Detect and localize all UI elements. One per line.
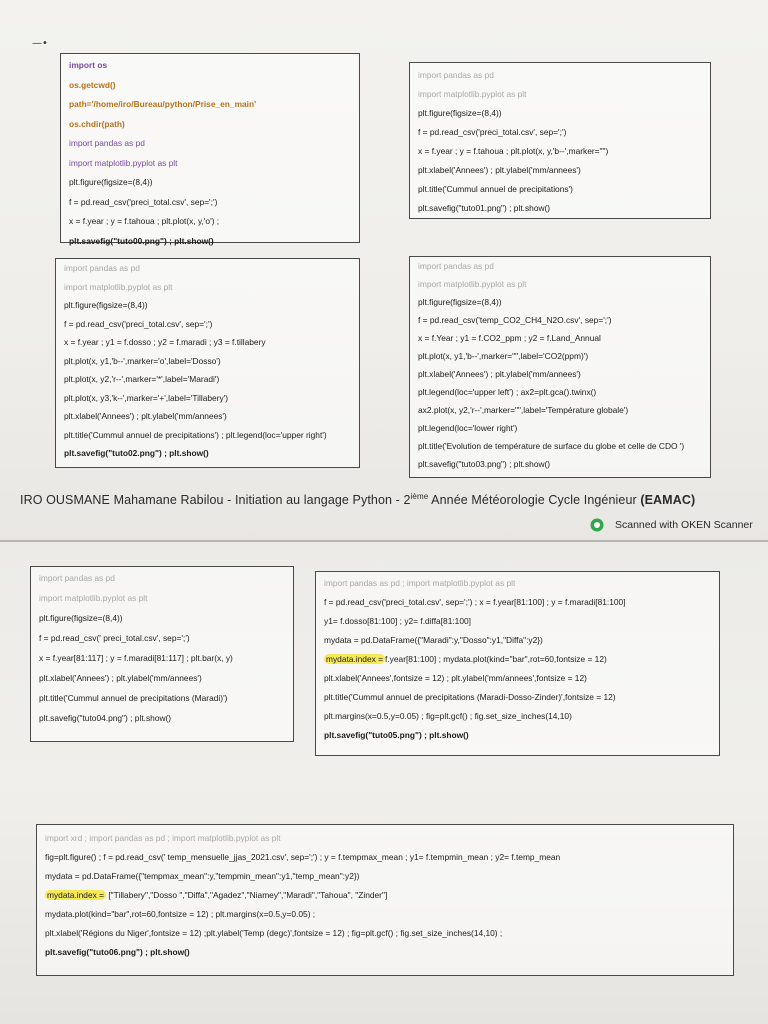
code-line: import pandas as pd — [69, 138, 145, 148]
scanned-page-2 — [0, 542, 768, 1024]
code-line: fig=plt.figure() ; f = pd.read_csv(' temp_mensuelle_jjas_2021.csv', sep=';') ; y = f.tempmax_mean ; y1= f.tempmin_mean ; y2= f.temp_mean — [45, 852, 561, 862]
code-line: plt.title('Cummul annuel de precipitations (Maradi)') — [39, 693, 228, 703]
code-line: import matplotlib.pyplot as plt — [39, 593, 148, 603]
code-line: plt.savefig("tuto03.png") ; plt.show() — [418, 459, 551, 469]
code-line: plt.savefig("tuto02.png") ; plt.show() — [64, 448, 209, 458]
code-line: plt.title('Cummul annuel de precipitations') — [418, 184, 573, 194]
code-line: ax2.plot(x, y2,'r--',marker="",label='Température globale') — [418, 405, 629, 415]
code-line — [45, 890, 387, 900]
code-line: plt.figure(figsize=(8,4)) — [418, 297, 502, 307]
code-line: plt.savefig("tuto05.png") ; plt.show() — [324, 730, 469, 740]
code-line: path='/home/iro/Bureau/python/Prise_en_main' — [69, 99, 257, 109]
code-line: mydata.plot(kind="bar",rot=60,fontsize = 12) ; plt.margins(x=0.5,y=0.05) ; — [45, 909, 316, 919]
code-line: x = f.year ; y1 = f.dosso ; y2 = f.maradi ; y3 = f.tillabery — [64, 337, 266, 347]
page-footer — [20, 492, 695, 507]
code-line: plt.xlabel('Annees') ; plt.ylabel('mm/annees') — [418, 369, 581, 379]
code-line: import pandas as pd — [418, 261, 494, 271]
code-line: import pandas as pd ; import matplotlib.pyplot as plt — [324, 578, 516, 588]
code-line: plt.savefig("tuto06.png") ; plt.show() — [45, 947, 190, 957]
code-line: plt.savefig("tuto04.png") ; plt.show() — [39, 713, 172, 723]
code-line: plt.margins(x=0.5,y=0.05) ; fig=plt.gcf() ; fig.set_size_inches(14,10) — [324, 711, 572, 721]
code-line: plt.plot(x, y3,'k--',marker='+',label='Tillabery') — [64, 392, 229, 403]
code-line: plt.plot(x, y1,'b--',marker='o',label='Dosso') — [64, 355, 221, 366]
footer-sup: ième — [410, 492, 429, 501]
code-line: plt.figure(figsize=(8,4)) — [39, 613, 123, 623]
code-line: import pandas as pd — [39, 573, 115, 583]
code-text: ["Tillabery","Dosso ","Diffa","Agadez","Niamey","Maradi","Tahoua", "Zinder"] — [106, 890, 388, 900]
code-line: plt.xlabel('Régions du Niger',fontsize = 12) ;plt.ylabel('Temp (degc)',fontsize = 12) ; fig=plt.gcf() ; fig.set_size_inches(14,10) ; — [45, 928, 503, 938]
code-line: plt.title('Cummul annuel de precipitations (Maradi-Dosso-Zinder)',fontsize = 12) — [324, 692, 616, 702]
code-box-tuto05 — [315, 571, 720, 756]
code-text: f.year[81:100] ; mydata.plot(kind="bar",rot=60,fontsize = 12) — [385, 654, 607, 664]
footer-author: IRO OUSMANE Mahamane Rabilou - Initiation au langage Python - 2 — [20, 493, 411, 508]
code-line: plt.figure(figsize=(8,4)) — [418, 108, 502, 118]
code-line: x = f.year[81:117] ; y = f.maradi[81:117] ; plt.bar(x, y) — [39, 653, 233, 663]
code-line: import pandas as pd — [418, 70, 494, 80]
code-line: os.getcwd() — [69, 79, 116, 90]
code-line: plt.title('Cummul annuel de precipitations') ; plt.legend(loc='upper right') — [64, 429, 327, 440]
code-line: import matplotlib.pyplot as plt — [69, 157, 178, 168]
code-line: plt.title('Evolution de température de surface du globe et celle de CDO ') — [418, 441, 685, 451]
highlighted-text: mydata.index = — [326, 654, 384, 664]
highlighted-text: mydata.index = — [47, 890, 105, 900]
code-line: plt.savefig("tuto00.png") ; plt.show() — [69, 235, 214, 246]
code-line: f = pd.read_csv(' preci_total.csv', sep=';') — [39, 633, 190, 643]
code-line: plt.xlabel('Annees') ; plt.ylabel('mm/annees') — [64, 411, 227, 421]
code-line: import xrd ; import pandas as pd ; import matplotlib.pyplot as plt — [45, 833, 281, 843]
code-line: plt.xlabel('Annees',fontsize = 12) ; plt.ylabel('mm/annees',fontsize = 12) — [324, 673, 587, 683]
code-box-tuto04 — [30, 566, 294, 742]
code-line: plt.legend(loc='lower right') — [418, 423, 518, 433]
code-line: mydata = pd.DataFrame({"tempmax_mean":y,"tempmin_mean":y1,"temp_mean":y2}) — [45, 871, 360, 881]
code-line: plt.legend(loc='upper left') ; ax2=plt.gca().twinx() — [418, 387, 597, 397]
code-line: x = f.Year ; y1 = f.CO2_ppm ; y2 = f.Land_Annual — [418, 333, 601, 343]
code-line: plt.plot(x, y2,'r--',marker='*',label='Maradi') — [64, 374, 220, 384]
code-line — [324, 654, 607, 664]
code-line: x = f.year ; y = f.tahoua ; plt.plot(x, y,'b--',marker="") — [418, 146, 609, 156]
footer-course: Année Météorologie Cycle Ingénieur — [428, 493, 641, 508]
code-line: f = pd.read_csv('preci_total.csv', sep=';') ; x = f.year[81:100] ; y = f.maradi[81:100] — [324, 597, 626, 607]
scanner-watermark-text: Scanned with OKEN Scanner — [615, 519, 753, 531]
code-line: mydata = pd.DataFrame({"Maradi":y,"Dosso":y1,"Diffa":y2}) — [324, 635, 543, 645]
code-box-tuto00 — [60, 53, 360, 246]
footer-school: (EAMAC) — [640, 493, 696, 508]
oken-scanner-logo-icon — [590, 518, 604, 532]
code-line: f = pd.read_csv('temp_CO2_CH4_N2O.csv', sep=';') — [418, 315, 612, 325]
code-line: os.chdir(path) — [69, 118, 125, 129]
code-line: y1= f.dosso[81:100] ; y2= f.diffa[81:100] — [324, 616, 471, 626]
code-line: import matplotlib.pyplot as plt — [418, 89, 527, 99]
code-line: plt.figure(figsize=(8,4)) — [69, 177, 153, 187]
code-line: plt.figure(figsize=(8,4)) — [64, 300, 148, 310]
code-line: import os — [69, 60, 108, 70]
code-line: plt.xlabel('Annees') ; plt.ylabel('mm/annees') — [418, 165, 581, 175]
code-line: plt.plot(x, y1,'b--',marker="",label='CO2(ppm)') — [418, 351, 589, 361]
code-line: f = pd.read_csv('preci_total.csv', sep=';') — [418, 127, 567, 137]
code-box-tuto01 — [409, 62, 711, 219]
code-line: f = pd.read_csv('preci_total.csv', sep=';') — [69, 196, 218, 207]
code-box-tuto06 — [36, 824, 734, 976]
code-line: x = f.year ; y = f.tahoua ; plt.plot(x, y,'o') ; — [69, 216, 220, 226]
code-line: f = pd.read_csv('preci_total.csv', sep=';') — [64, 318, 213, 329]
code-line: import pandas as pd — [64, 263, 140, 273]
code-box-tuto02 — [55, 258, 360, 468]
code-line: import matplotlib.pyplot as plt — [418, 279, 527, 289]
corner-mark: —• — [32, 38, 48, 49]
code-line: plt.savefig("tuto01.png") ; plt.show() — [418, 203, 551, 213]
code-box-tuto03 — [409, 256, 711, 478]
code-line: import matplotlib.pyplot as plt — [64, 281, 173, 292]
code-line: plt.xlabel('Annees') ; plt.ylabel('mm/annees') — [39, 673, 202, 683]
